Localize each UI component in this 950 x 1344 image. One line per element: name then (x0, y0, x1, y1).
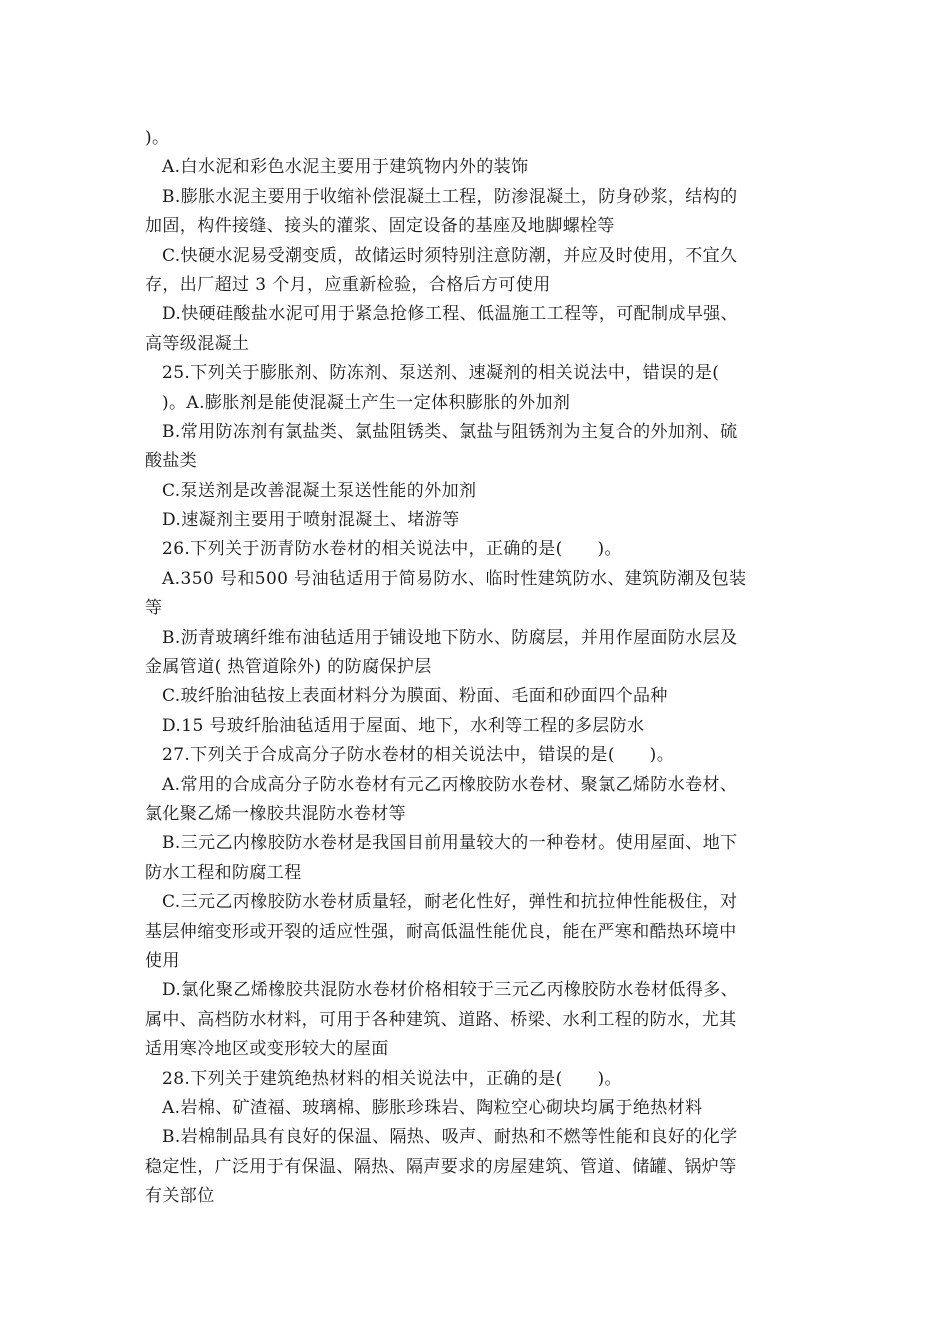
text-line: 使用 (145, 950, 180, 971)
text-line: 稳定性，广泛用于有保温、隔热、隔声要求的房屋建筑、管道、储罐、锅炉等 (145, 1156, 737, 1177)
text-line: D.速凝剂主要用于喷射混凝土、堵游等 (162, 510, 460, 531)
text-line: B.三元乙内橡胶防水卷材是我国目前用量较大的一种卷材。使用屋面、地下 (162, 833, 738, 854)
text-line: 金属管道( 热管道除外) 的防腐保护层 (145, 657, 432, 678)
text-line: )。 (145, 128, 170, 148)
text-line: A.岩棉、矿渣福、玻璃棉、膨胀珍珠岩、陶粒空心砌块均属于绝热材料 (162, 1097, 703, 1118)
text-line: 氯化聚乙烯一橡胶共混防水卷材等 (145, 803, 406, 824)
text-line: B.岩棉制品具有良好的保温、隔热、吸声、耐热和不燃等性能和良好的化学 (162, 1127, 738, 1148)
text-line: C.玻纤胎油毡按上表面材料分为膜面、粉面、毛面和砂面四个品种 (162, 686, 668, 707)
text-line: B.沥青玻璃纤维布油毡适用于铺设地下防水、防腐层，并用作屋面防水层及 (162, 627, 738, 648)
text-line: 高等级混凝土 (145, 333, 250, 354)
text-line: D.快硬硅酸盐水泥可用于紧急抢修工程、低温施工工程等，可配制成早强、 (162, 304, 739, 325)
text-line: 加固，构件接缝、接头的灌浆、固定设备的基座及地脚螺栓等 (145, 216, 615, 237)
text-line: C.快硬水泥易受潮变质，故储运时须特别注意防潮，并应及时使用，不宜久 (162, 245, 738, 266)
text-line: B.膨胀水泥主要用于收缩补偿混凝土工程，防渗混凝土，防身砂浆，结构的 (162, 186, 738, 207)
text-line: A.350 号和500 号油毡适用于简易防水、临时性建筑防水、建筑防潮及包装 (162, 568, 747, 589)
document-body (145, 124, 805, 1211)
text-line: 28.下列关于建筑绝热材料的相关说法中，正确的是( )。 (162, 1068, 622, 1089)
text-line: 防水工程和防腐工程 (145, 862, 302, 883)
text-line: 属中、高档防水材料，可用于各种建筑、道路、桥梁、水利工程的防水，尤其 (145, 1009, 737, 1030)
text-line: D.氯化聚乙烯橡胶共混防水卷材价格相较于三元乙丙橡胶防水卷材低得多、 (162, 980, 739, 1001)
text-line: 等 (145, 598, 163, 619)
text-line: C.三元乙丙橡胶防水卷材质量轻，耐老化性好，弹性和抗拉伸性能极住，对 (162, 892, 738, 913)
text-line: 25.下列关于膨胀剂、防冻剂、泵送剂、速凝剂的相关说法中，错误的是( (162, 363, 720, 384)
text-line: A.常用的合成高分子防水卷材有元乙丙橡胶防水卷材、聚氯乙烯防水卷材、 (162, 774, 738, 795)
text-line: 26.下列关于沥青防水卷材的相关说法中，正确的是( )。 (162, 539, 622, 560)
text-line: A.白水泥和彩色水泥主要用于建筑物内外的装饰 (162, 157, 529, 178)
text-line: 适用寒冷地区或变形较大的屋面 (145, 1039, 389, 1060)
text-line: 存，出厂超过 3 个月，应重新检验，合格后方可使用 (145, 274, 551, 295)
text-line: )。A.膨胀剂是能使混凝土产生一定体积膨胀的外加剂 (162, 392, 571, 413)
text-line: C.泵送剂是改善混凝土泵送性能的外加剂 (162, 480, 477, 501)
text-line: D.15 号玻纤胎油毡适用于屋面、地下，水利等工程的多层防水 (162, 715, 645, 736)
text-line: 酸盐类 (145, 451, 198, 472)
text-line: 有关部位 (145, 1186, 215, 1207)
text-line: 基层伸缩变形或开裂的适应性强，耐高低温性能优良，能在严寒和酷热环境中 (145, 921, 737, 942)
text-line: 27.下列关于合成高分子防水卷材的相关说法中，错误的是( )。 (162, 745, 675, 766)
text-line: B.常用防冻剂有氯盐类、氯盐阻锈类、氯盐与阻锈剂为主复合的外加剂、硫 (162, 421, 738, 442)
